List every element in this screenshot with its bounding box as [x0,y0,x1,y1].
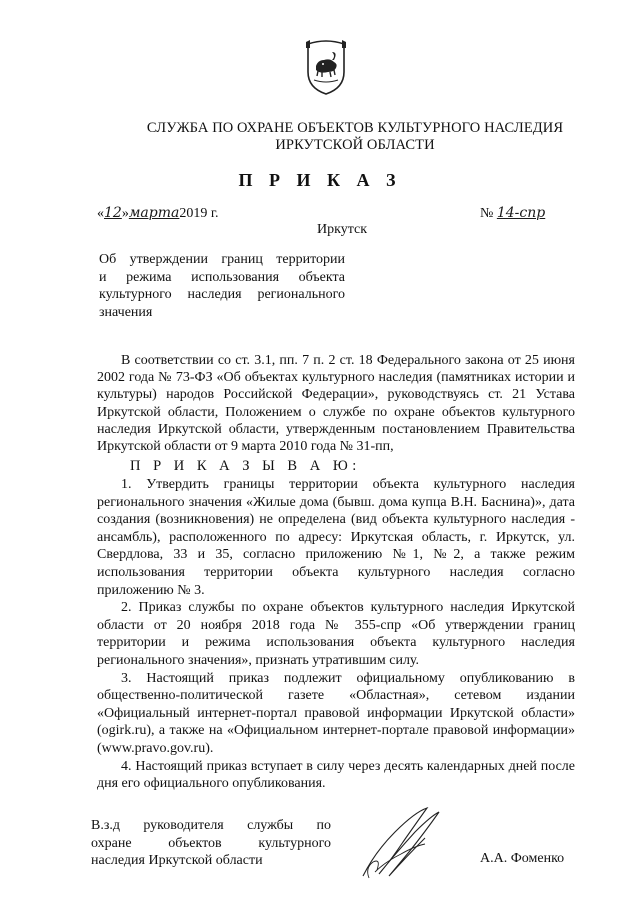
city: Иркутск [317,222,368,237]
date-month: марта [128,205,180,221]
order-item-1: 1. Утвердить границы территории объекта культурного наследия регионального значения «Жилые дома (бывш. дома купца В.Н. Баснина)», дата создания (возникновения) не определена (вид объекта культурного наследия - ансамбль), расположенного по адресу: Иркутская область, г. Иркутск, ул. Свердлова, 33 и 35, согласно приложению №1, №2, а также режим использования территории объекта культурного наследия согласно приложению № 3. [97,477,575,598]
signatory-position [91,817,331,870]
order-date [97,205,219,222]
position-line: В.з.д руководителя службы по [91,818,331,833]
subject-line: и режима использования объекта [99,269,345,285]
subject-line: Об утверждении границ территории [99,252,345,267]
order-item-3: 3. Настоящий приказ подлежит официальному опубликованию в общественно-политической газете «Областная», сетевом издании «Официальный интернет-портал правовой информации Иркутской области» (ogirk.ru), а также на «Официальном интернет-портале правовой информации» (www.pravo.gov.ru). [97,670,575,756]
number-sign: № [480,206,494,221]
position-line: охране объектов культурного [91,835,331,851]
number-value: 14-спр [496,205,546,221]
date-open-quote: « [97,206,104,221]
date-day: 12 [104,205,122,221]
order-items [97,476,575,793]
signatory-name: А.А. Фоменко [480,851,565,866]
order-item-4: 4. Настоящий приказ вступает в силу через десять календарных дней после дня его официального опубликования. [97,758,575,792]
order-number [480,205,545,222]
order-item-2: 2. Приказ службы по охране объектов культурного наследия Иркутской области от 20 ноября 2018 года № 355-спр «Об утверждении границ территории и режима использования объекта культурного наследия регионального значения», признать утратившим силу. [97,600,575,668]
handwritten-signature-icon [355,802,450,882]
subject-line: значения [99,304,153,320]
order-subject [99,251,345,321]
date-close-quote: » [121,206,129,221]
coat-of-arms-icon [304,38,348,96]
organization-name-line1: СЛУЖБА ПО ОХРАНЕ ОБЪЕКТОВ КУЛЬТУРНОГО НАСЛЕДИЯ [146,120,564,136]
document-title: П Р И К А З [238,170,402,190]
date-year: 2019 г. [179,206,219,221]
preamble-paragraph: В соответствии со ст. 3.1, пп. 7 п. 2 ст. 18 Федерального закона от 25 июня 2002 года № 73-ФЗ «Об объектах культурного наследия (памятниках истории и культуры) народов Российской Федерации», руководствуясь ст. 21 Устава Иркутской области, Положением о службе по охране объектов культурного наследия Иркутской области, утвержденным постановлением Правительства Иркутской области от 9 марта 2010 года № 31-пп, [97,353,575,455]
subject-line: культурного наследия регионального [99,287,345,302]
order-heading: П Р И К А З Ы В А Ю: [130,458,361,474]
organization-name-line2: ИРКУТСКОЙ ОБЛАСТИ [275,137,435,153]
position-line: наследия Иркутской области [91,853,263,868]
